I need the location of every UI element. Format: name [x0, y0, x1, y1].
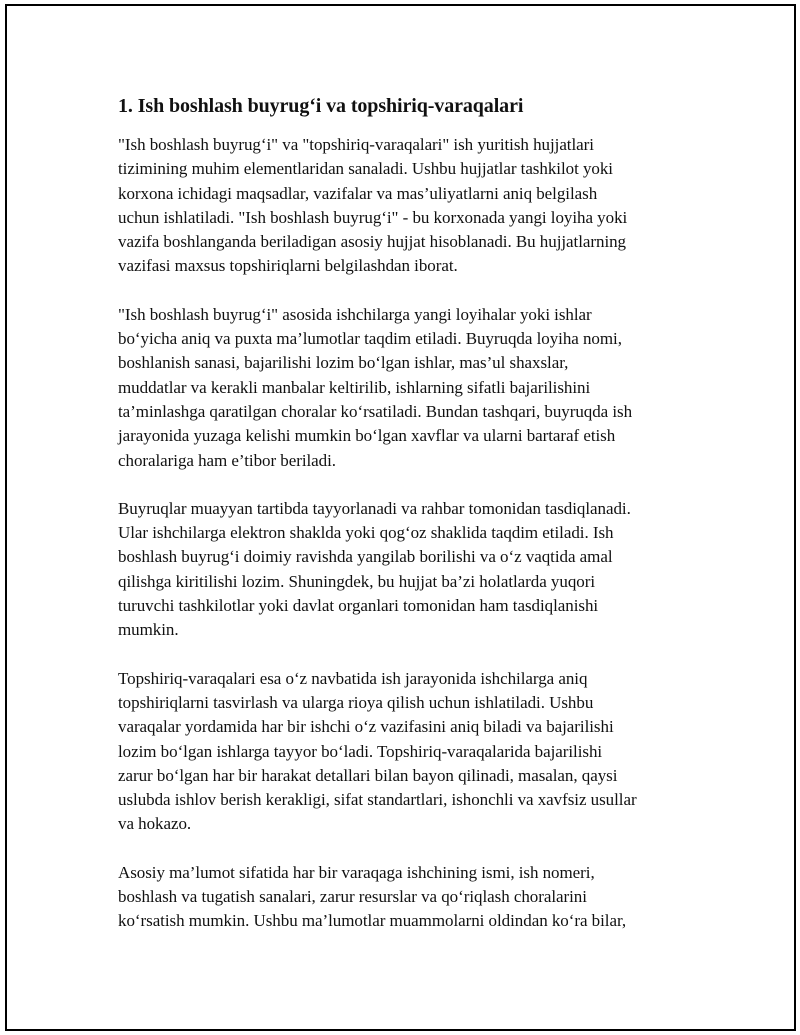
paragraph-2: "Ish boshlash buyrug‘i" asosida ishchilarga yangi loyihalar yoki ishlar bo‘yicha aniq va puxta ma’lumotlar taqdim etiladi. Buyruqda loyiha nomi, boshlanish sanasi, bajarilishi lozim bo‘lgan ishlar, mas’ul shaxslar, muddatlar va kerakli manbalar keltirilib, ishlarning sifatli bajarilishini ta’minlashga qaratilgan choralar ko‘rsatiladi. Bundan tashqari, buyruqda ish jarayonida yuzaga kelishi mumkin bo‘lgan xavflar va ularni bartaraf etish choralariga ham e’tibor beriladi.	[118, 304, 633, 470]
paragraph-3: Buyruqlar muayyan tartibda tayyorlanadi va rahbar tomonidan tasdiqlanadi. Ular ishchilarga elektron shaklda yoki qog‘oz shaklida taqdim etiladi. Ish boshlash buyrug‘i doimiy ravishda yangilab borilishi va o‘z vaqtida amal qilishga kiritilishi lozim. Shuningdek, bu hujjat ba’zi holatlarda yuqori turuvchi tashkilotlar yoki davlat organlari tomonidan ham tasdiqlanishi mumkin.	[118, 498, 631, 640]
section-heading: 1. Ish boshlash buyrug‘i va topshiriq-varaqalari	[118, 95, 524, 117]
paragraph-4: Topshiriq-varaqalari esa o‘z navbatida ish jarayonida ishchilarga aniq topshiriqlarni tasvirlash va ularga rioya qilish uchun ishlatiladi. Ushbu varaqalar yordamida har bir ishchi o‘z vazifasini aniq biladi va bajarilishi lozim bo‘lgan ishlarga tayyor bo‘ladi. Topshiriq-varaqalarida bajarilishi zarur bo‘lgan har bir harakat detallari bilan bayon qilinadi, masalan, qaysi uslubda ishlov berish kerakligi, sifat standartlari, ishonchli va xavfsiz usullar va hokazo.	[118, 668, 637, 834]
document-body	[118, 93, 718, 958]
paragraph-1: "Ish boshlash buyrug‘i" va "topshiriq-varaqalari" ish yuritish hujjatlari tizimining muhim elementlaridan sanaladi. Ushbu hujjatlar tashkilot yoki korxona ichidagi maqsadlar, vazifalar va mas’uliyatlarni aniq belgilash uchun ishlatiladi. "Ish boshlash buyrug‘i" - bu korxonada yangi loyiha yoki vazifa boshlanganda beriladigan asosiy hujjat hisoblanadi. Bu hujjatlarning vazifasi maxsus topshiriqlarni belgilashdan iborat.	[118, 135, 628, 276]
paragraph-5: Asosiy ma’lumot sifatida har bir varaqaga ishchining ismi, ish nomeri, boshlash va tugatish sanalari, zarur resurslar va qo‘riqlash choralarini ko‘rsatish mumkin. Ushbu ma’lumotlar muammolarni oldindan ko‘ra bilar,	[118, 862, 627, 931]
